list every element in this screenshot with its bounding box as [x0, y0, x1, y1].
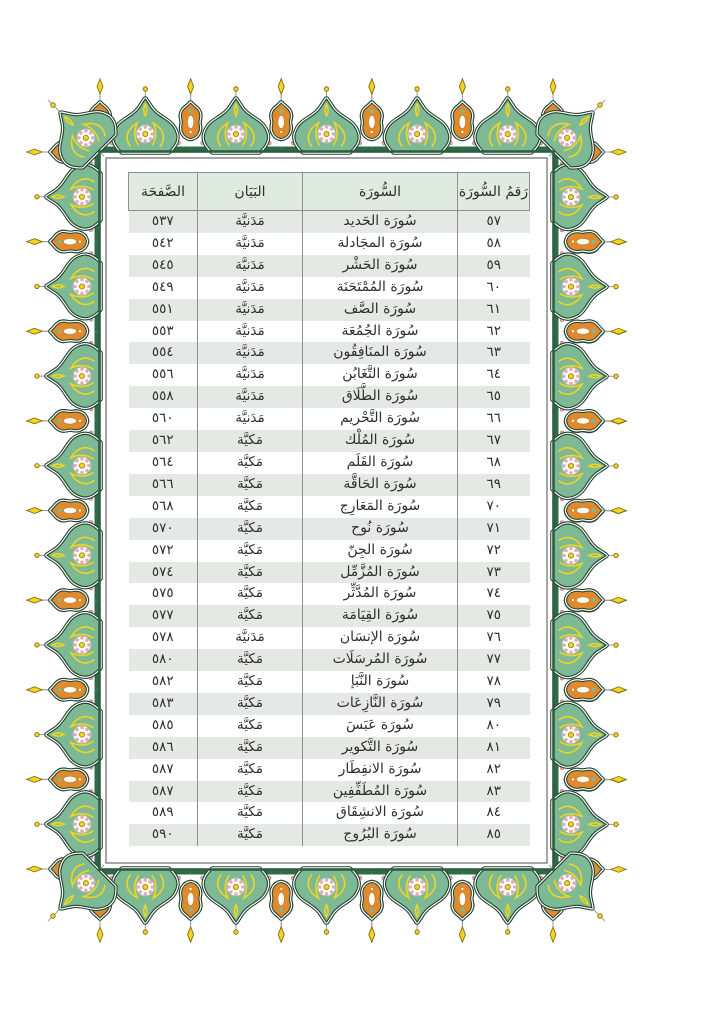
cell-revelation-type: مَكيَّة	[198, 562, 303, 584]
cell-page-number: ٥٨٢	[129, 671, 198, 693]
cell-surah-number: ٨٣	[486, 782, 501, 799]
cell-revelation-type: مَكيَّة	[198, 759, 303, 781]
cell-surah-name: سُورَة البُرُوج	[303, 824, 458, 846]
cell-revelation-type: مَدَنيَّة	[198, 321, 303, 343]
cell-surah-name: سُورَة المُلْك	[303, 430, 458, 452]
cell-surah-number: ٧٦	[486, 629, 501, 646]
cell-revelation-type: مَكيَّة	[198, 671, 303, 693]
cell-surah-name: سُورَة الحَديد	[303, 211, 458, 233]
cell-revelation-type: مَكيَّة	[198, 715, 303, 737]
cell-revelation-type: مَدَنيَّة	[198, 277, 303, 299]
cell-surah-number: ٦٩	[486, 475, 501, 492]
cell-surah-name: سُورَة الحَشْر	[303, 255, 458, 277]
table-row	[129, 299, 530, 321]
cell-revelation-type: مَكيَّة	[198, 781, 303, 803]
table-row	[129, 693, 530, 715]
cell-revelation-type: مَكيَّة	[198, 649, 303, 671]
cell-page-number: ٥٦٠	[129, 408, 198, 430]
cell-revelation-type: مَدَنيَّة	[198, 233, 303, 255]
cell-surah-name: سُورَة النَّازِعَات	[303, 693, 458, 715]
cell-surah-name: سُورَة الصَّف	[303, 299, 458, 321]
cell-page-number: ٥٦٢	[129, 430, 198, 452]
cell-surah-name: سُورَة المَعَارِج	[303, 496, 458, 518]
cell-page-number: ٥٤٥	[129, 255, 198, 277]
table-row	[129, 408, 530, 430]
cell-revelation-type: مَكيَّة	[198, 583, 303, 605]
cell-page-number: ٥٥٣	[129, 321, 198, 343]
cell-revelation-type: مَدَنيَّة	[198, 255, 303, 277]
cell-surah-number: ٧٠	[486, 497, 501, 514]
cell-page-number: ٥٩٠	[129, 824, 198, 846]
cell-surah-name: سُورَة الجُمُعَة	[303, 321, 458, 343]
cell-surah-number: ٨٠	[486, 716, 501, 733]
cell-surah-name: سُورَة عَبَسَ	[303, 715, 458, 737]
cell-surah-name: سُورَة التَّغَابُن	[303, 364, 458, 386]
cell-page-number: ٥٦٦	[129, 474, 198, 496]
cell-page-number: ٥٨٩	[129, 802, 198, 824]
table-row	[129, 277, 530, 299]
cell-surah-name: سُورَة الجِنّ	[303, 540, 458, 562]
cell-surah-number: ٥٩	[486, 256, 501, 273]
cell-page-number: ٥٧٨	[129, 627, 198, 649]
cell-page-number: ٥٨٧	[129, 759, 198, 781]
table-row	[129, 364, 530, 386]
cell-revelation-type: مَدَنيَّة	[198, 364, 303, 386]
cell-surah-number: ٦٤	[486, 366, 501, 383]
cell-surah-name: سُورَة القِيَامَة	[303, 605, 458, 627]
cell-surah-name: سُورَة التَّكوير	[303, 737, 458, 759]
cell-page-number: ٥٨٠	[129, 649, 198, 671]
table-row	[129, 255, 530, 277]
table-row	[129, 715, 530, 737]
cell-surah-name: سُورَة المجَادلة	[303, 233, 458, 255]
cell-page-number: ٥٥٨	[129, 386, 198, 408]
cell-surah-name: سُورَة التَّحْريم	[303, 408, 458, 430]
header-surah-name: السُّورَة	[303, 173, 458, 211]
cell-revelation-type: مَكيَّة	[198, 430, 303, 452]
table-row	[129, 518, 530, 540]
cell-surah-number: ٦٥	[486, 388, 501, 405]
cell-surah-name: سُورَة المنَافِقُون	[303, 342, 458, 364]
cell-surah-number: ٧٩	[486, 694, 501, 711]
cell-surah-number: ٧٧	[486, 651, 501, 668]
cell-page-number: ٥٥١	[129, 299, 198, 321]
cell-surah-number: ٦٧	[486, 432, 501, 449]
cell-page-number: ٥٨٣	[129, 693, 198, 715]
table-row	[129, 671, 530, 693]
table-row	[129, 211, 530, 233]
cell-surah-name: سُورَة القَلَم	[303, 452, 458, 474]
table-row	[129, 233, 530, 255]
cell-revelation-type: مَدَنيَّة	[198, 386, 303, 408]
cell-revelation-type: مَكيَّة	[198, 693, 303, 715]
cell-surah-number: ٦٢	[486, 322, 501, 339]
table-row	[129, 605, 530, 627]
cell-page-number: ٥٧٤	[129, 562, 198, 584]
table-row	[129, 737, 530, 759]
cell-surah-number: ٨٥	[486, 826, 501, 843]
cell-surah-name: سُورَة المُزَّمِّل	[303, 562, 458, 584]
cell-surah-number: ٧٨	[486, 673, 501, 690]
cell-surah-number: ٧٤	[486, 585, 501, 602]
cell-revelation-type: مَكيَّة	[198, 540, 303, 562]
cell-page-number: ٥٤٢	[129, 233, 198, 255]
table-row	[129, 562, 530, 584]
cell-surah-name: سُورَة الانفِطَار	[303, 759, 458, 781]
cell-revelation-type: مَدَنيَّة	[198, 627, 303, 649]
table-row	[129, 649, 530, 671]
cell-revelation-type: مَكيَّة	[198, 496, 303, 518]
table-row	[129, 496, 530, 518]
cell-page-number: ٥٦٤	[129, 452, 198, 474]
header-surah-number: رَقمُ السُّورَة	[458, 173, 530, 211]
cell-surah-name: سُورَة المُطَفِّفِين	[303, 781, 458, 803]
cell-page-number: ٥٥٤	[129, 342, 198, 364]
table-body	[129, 211, 530, 847]
cell-surah-number: ٦٣	[486, 344, 501, 361]
cell-page-number: ٥٨٧	[129, 781, 198, 803]
cell-surah-number: ٦٦	[486, 410, 501, 427]
cell-revelation-type: مَكيَّة	[198, 518, 303, 540]
table-row	[129, 386, 530, 408]
cell-surah-name: سُورَة المُمْتَحَنَة	[303, 277, 458, 299]
table-row	[129, 583, 530, 605]
table-row	[129, 627, 530, 649]
cell-revelation-type: مَكيَّة	[198, 605, 303, 627]
cell-page-number: ٥٧٧	[129, 605, 198, 627]
cell-page-number: ٥٧٠	[129, 518, 198, 540]
cell-surah-number: ٧٣	[486, 563, 501, 580]
cell-surah-number: ٥٧	[486, 213, 501, 229]
cell-revelation-type: مَدَنيَّة	[198, 299, 303, 321]
cell-page-number: ٥٨٥	[129, 715, 198, 737]
cell-surah-name: سُورَة المُرسَلَات	[303, 649, 458, 671]
cell-surah-number: ٧٢	[486, 541, 501, 558]
cell-page-number: ٥٦٨	[129, 496, 198, 518]
table-row	[129, 452, 530, 474]
cell-surah-name: سُورَة الحَاقَّة	[303, 474, 458, 496]
cell-revelation-type: مَكيَّة	[198, 802, 303, 824]
cell-page-number: ٥٥٦	[129, 364, 198, 386]
cell-revelation-type: مَكيَّة	[198, 737, 303, 759]
cell-surah-number: ٧٥	[486, 607, 501, 624]
cell-surah-number: ٨١	[486, 738, 501, 755]
cell-surah-name: سُورَة الطَّلَاق	[303, 386, 458, 408]
cell-page-number: ٥٧٥	[129, 583, 198, 605]
cell-page-number: ٥٨٦	[129, 737, 198, 759]
cell-revelation-type: مَدَنيَّة	[198, 211, 303, 233]
cell-surah-number: ٧١	[486, 519, 501, 536]
cell-revelation-type: مَدَنيَّة	[198, 342, 303, 364]
header-page-number: الصَّفحَة	[129, 173, 198, 211]
table-row	[129, 321, 530, 343]
cell-page-number: ٥٧٢	[129, 540, 198, 562]
cell-surah-number: ٦١	[486, 300, 501, 317]
table-row	[129, 824, 530, 846]
cell-surah-number: ٥٨	[486, 234, 501, 251]
table-row	[129, 430, 530, 452]
cell-page-number: ٥٤٩	[129, 277, 198, 299]
table-row	[129, 802, 530, 824]
cell-surah-number: ٦٠	[486, 278, 501, 295]
cell-page-number: ٥٣٧	[129, 211, 198, 233]
cell-revelation-type: مَكيَّة	[198, 474, 303, 496]
cell-surah-number: ٦٨	[486, 453, 501, 470]
cell-revelation-type: مَكيَّة	[198, 452, 303, 474]
table-row	[129, 540, 530, 562]
table-row	[129, 781, 530, 803]
cell-surah-number: ٨٤	[486, 804, 501, 821]
table-row	[129, 474, 530, 496]
header-revelation-type: البَيَان	[198, 173, 303, 211]
table-row	[129, 759, 530, 781]
table-row	[129, 342, 530, 364]
cell-revelation-type: مَدَنيَّة	[198, 408, 303, 430]
table-header	[129, 173, 530, 211]
cell-surah-number: ٨٢	[486, 760, 501, 777]
cell-surah-name: سُورَة نُوح	[303, 518, 458, 540]
cell-surah-name: سُورَة النَّبَإ	[303, 671, 458, 693]
cell-surah-name: سُورَة الإنسَان	[303, 627, 458, 649]
cell-surah-name: سُورَة المُدَّثِّر	[303, 583, 458, 605]
cell-surah-name: سُورَة الانشِقَاق	[303, 802, 458, 824]
cell-revelation-type: مَكيَّة	[198, 824, 303, 846]
surah-index-table	[128, 172, 530, 846]
